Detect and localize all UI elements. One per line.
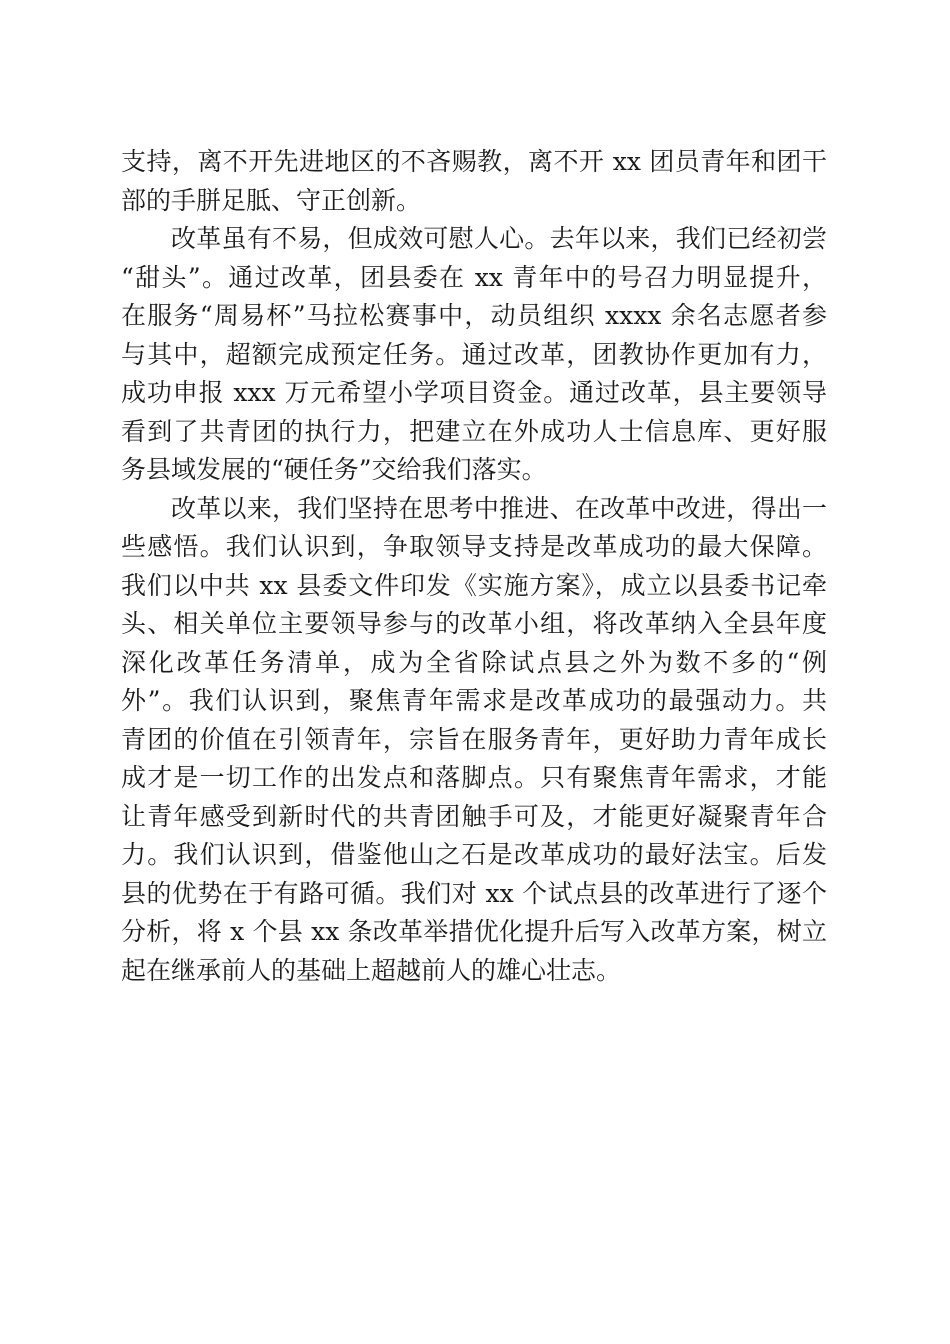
text-line: 起在继承前人的基础上超越前人的雄心壮志。 [121,955,622,985]
document-body [121,143,827,990]
text-line: 力。我们认识到，借鉴他山之石是改革成功的最好法宝。后发 [121,840,827,869]
text-line: 分析，将 x 个县 xx 条改革举措优化提升后写入改革方案，树立 [121,917,827,946]
text-line: 支持，离不开先进地区的不吝赐教，离不开 xx 团员青年和团干 [121,147,827,176]
text-line: “甜头”。通过改革，团县委在 xx 青年中的号召力明显提升， [121,262,827,292]
text-line: 我们以中共 xx 县委文件印发《实施方案》，成立以县委书记牵 [121,570,827,600]
text-line: 成才是一切工作的出发点和落脚点。只有聚焦青年需求，才能 [121,763,827,792]
text-line: 改革虽有不易，但成效可慰人心。去年以来，我们已经初尝 [171,224,827,253]
text-line: 在服务“周易杯”马拉松赛事中，动员组织 xxxx 余名志愿者参 [121,301,827,330]
text-line: 与其中，超额完成预定任务。通过改革，团教协作更加有力， [121,339,827,369]
text-line: 县的优势在于有路可循。我们对 xx 个试点县的改革进行了逐个 [121,878,827,908]
text-line: 部的手胼足胝、守正创新。 [121,185,422,215]
text-line: 成功申报 xxx 万元希望小学项目资金。通过改革，县主要领导 [121,378,827,407]
text-line: 外”。我们认识到，聚焦青年需求是改革成功的最强动力。共 [121,686,827,715]
paragraph-3 [121,490,827,991]
text-line: 务县域发展的“硬任务”交给我们落实。 [121,455,547,484]
text-line: 让青年感受到新时代的共青团触手可及，才能更好凝聚青年合 [121,801,827,831]
paragraph-2 [121,220,827,490]
text-line: 深化改革任务清单，成为全省除试点县之外为数不多的“例 [121,647,827,677]
text-line: 头、相关单位主要领导参与的改革小组，将改革纳入全县年度 [121,609,827,638]
text-line: 改革以来，我们坚持在思考中推进、在改革中改进，得出一 [171,493,827,523]
paragraph-1 [121,143,827,220]
text-line: 青团的价值在引领青年，宗旨在服务青年，更好助力青年成长 [121,724,827,754]
text-line: 些感悟。我们认识到，争取领导支持是改革成功的最大保障。 [121,532,827,561]
text-line: 看到了共青团的执行力，把建立在外成功人士信息库、更好服 [121,416,827,446]
